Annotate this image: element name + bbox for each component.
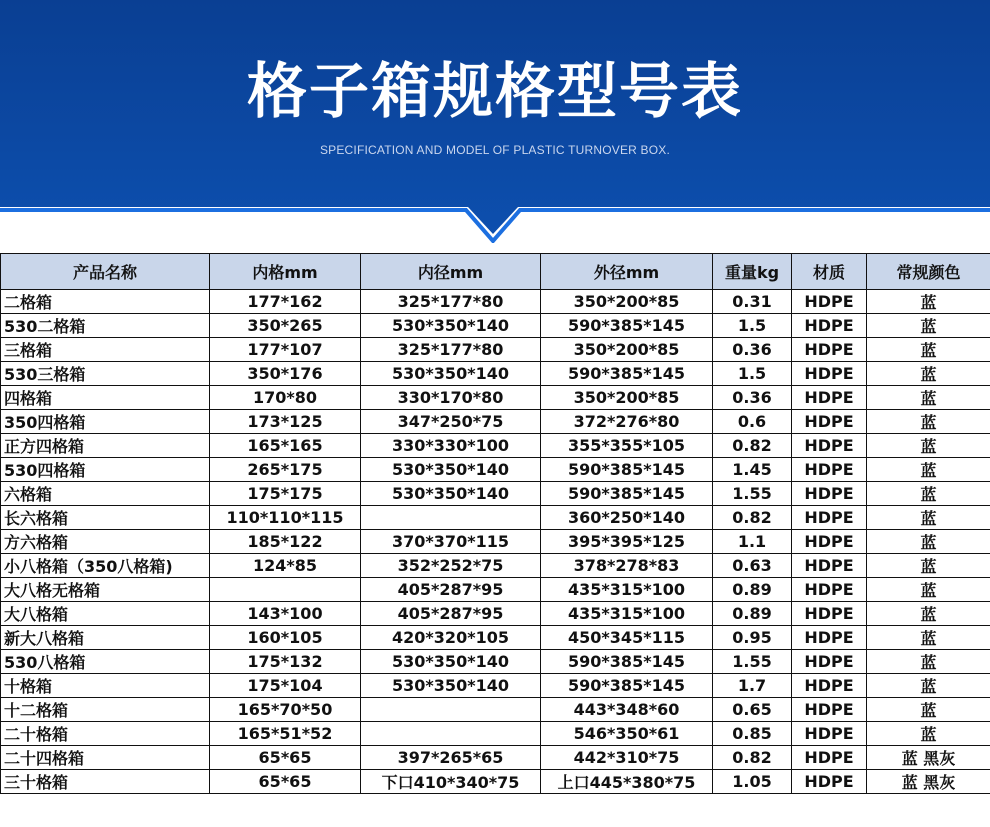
cell-inner-grid: 177*107 [210, 338, 361, 362]
cell-product-name: 正方四格箱 [1, 434, 210, 458]
table-row [1, 458, 990, 482]
cell-inner-grid: 165*51*52 [210, 722, 361, 746]
cell-color: 蓝 [867, 554, 990, 578]
cell-product-name: 350四格箱 [1, 410, 210, 434]
cell-color: 蓝 黑灰 [867, 746, 990, 770]
cell-inner-size: 347*250*75 [361, 410, 541, 434]
cell-outer-size: 546*350*61 [541, 722, 713, 746]
cell-color: 蓝 [867, 674, 990, 698]
cell-product-name: 十格箱 [1, 674, 210, 698]
cell-weight: 1.5 [713, 314, 792, 338]
cell-inner-size: 530*350*140 [361, 458, 541, 482]
column-header-outer-size: 外径mm [541, 254, 713, 290]
cell-weight: 0.31 [713, 290, 792, 314]
cell-outer-size: 435*315*100 [541, 578, 713, 602]
cell-color: 蓝 [867, 602, 990, 626]
cell-product-name: 三十格箱 [1, 770, 210, 794]
table-row [1, 626, 990, 650]
table-row [1, 578, 990, 602]
cell-inner-grid: 65*65 [210, 746, 361, 770]
cell-product-name: 三格箱 [1, 338, 210, 362]
cell-color: 蓝 [867, 338, 990, 362]
cell-material: HDPE [792, 506, 867, 530]
column-header-color: 常规颜色 [867, 254, 990, 290]
cell-outer-size: 590*385*145 [541, 650, 713, 674]
cell-weight: 0.95 [713, 626, 792, 650]
cell-product-name: 二十四格箱 [1, 746, 210, 770]
cell-product-name: 十二格箱 [1, 698, 210, 722]
cell-outer-size: 360*250*140 [541, 506, 713, 530]
cell-inner-grid: 65*65 [210, 770, 361, 794]
cell-material: HDPE [792, 770, 867, 794]
cell-product-name: 二十格箱 [1, 722, 210, 746]
cell-material: HDPE [792, 410, 867, 434]
cell-outer-size: 435*315*100 [541, 602, 713, 626]
table-row [1, 290, 990, 314]
cell-product-name: 长六格箱 [1, 506, 210, 530]
cell-weight: 1.55 [713, 650, 792, 674]
cell-inner-size: 330*330*100 [361, 434, 541, 458]
cell-inner-size: 530*350*140 [361, 314, 541, 338]
cell-material: HDPE [792, 338, 867, 362]
cell-inner-size [361, 722, 541, 746]
table-row [1, 674, 990, 698]
cell-material: HDPE [792, 290, 867, 314]
cell-inner-size: 530*350*140 [361, 650, 541, 674]
cell-outer-size: 上口445*380*75 [541, 770, 713, 794]
cell-outer-size: 442*310*75 [541, 746, 713, 770]
page-title: 格子箱规格型号表 [247, 57, 743, 127]
cell-inner-size: 下口410*340*75 [361, 770, 541, 794]
table-row [1, 650, 990, 674]
cell-weight: 0.6 [713, 410, 792, 434]
table-row [1, 314, 990, 338]
cell-product-name: 六格箱 [1, 482, 210, 506]
cell-product-name: 方六格箱 [1, 530, 210, 554]
cell-outer-size: 355*355*105 [541, 434, 713, 458]
cell-product-name: 大八格无格箱 [1, 578, 210, 602]
column-header-product-name: 产品名称 [1, 254, 210, 290]
cell-inner-size: 370*370*115 [361, 530, 541, 554]
cell-material: HDPE [792, 698, 867, 722]
cell-product-name: 530四格箱 [1, 458, 210, 482]
table-row [1, 530, 990, 554]
cell-outer-size: 590*385*145 [541, 314, 713, 338]
cell-inner-grid: 160*105 [210, 626, 361, 650]
cell-weight: 0.36 [713, 386, 792, 410]
cell-weight: 1.55 [713, 482, 792, 506]
cell-material: HDPE [792, 386, 867, 410]
cell-inner-grid: 124*85 [210, 554, 361, 578]
table-row [1, 338, 990, 362]
cell-outer-size: 350*200*85 [541, 338, 713, 362]
cell-inner-grid: 350*265 [210, 314, 361, 338]
cell-color: 蓝 [867, 458, 990, 482]
cell-inner-size: 352*252*75 [361, 554, 541, 578]
cell-inner-grid: 165*70*50 [210, 698, 361, 722]
table-row [1, 362, 990, 386]
table-header-row [1, 254, 990, 290]
cell-inner-grid: 265*175 [210, 458, 361, 482]
cell-material: HDPE [792, 434, 867, 458]
cell-weight: 0.82 [713, 506, 792, 530]
cell-color: 蓝 [867, 506, 990, 530]
cell-material: HDPE [792, 530, 867, 554]
cell-weight: 1.5 [713, 362, 792, 386]
table-row [1, 698, 990, 722]
cell-color: 蓝 [867, 722, 990, 746]
cell-weight: 0.89 [713, 578, 792, 602]
cell-weight: 0.36 [713, 338, 792, 362]
cell-inner-size: 420*320*105 [361, 626, 541, 650]
cell-inner-grid: 170*80 [210, 386, 361, 410]
cell-color: 蓝 [867, 314, 990, 338]
cell-material: HDPE [792, 626, 867, 650]
table-row [1, 770, 990, 794]
cell-material: HDPE [792, 602, 867, 626]
cell-inner-grid: 165*165 [210, 434, 361, 458]
cell-material: HDPE [792, 458, 867, 482]
cell-product-name: 小八格箱（350八格箱) [1, 554, 210, 578]
cell-product-name: 四格箱 [1, 386, 210, 410]
cell-product-name: 大八格箱 [1, 602, 210, 626]
cell-weight: 1.05 [713, 770, 792, 794]
cell-outer-size: 395*395*125 [541, 530, 713, 554]
cell-inner-grid: 175*175 [210, 482, 361, 506]
cell-outer-size: 372*276*80 [541, 410, 713, 434]
cell-inner-grid: 143*100 [210, 602, 361, 626]
cell-color: 蓝 [867, 578, 990, 602]
cell-material: HDPE [792, 578, 867, 602]
cell-weight: 0.89 [713, 602, 792, 626]
spec-table [0, 253, 990, 794]
cell-color: 蓝 [867, 434, 990, 458]
cell-color: 蓝 [867, 626, 990, 650]
table-row [1, 410, 990, 434]
table-row [1, 434, 990, 458]
cell-inner-size: 530*350*140 [361, 674, 541, 698]
cell-weight: 0.82 [713, 746, 792, 770]
column-header-material: 材质 [792, 254, 867, 290]
cell-color: 蓝 [867, 386, 990, 410]
cell-inner-size: 530*350*140 [361, 482, 541, 506]
cell-color: 蓝 黑灰 [867, 770, 990, 794]
cell-inner-size: 405*287*95 [361, 578, 541, 602]
table-row [1, 386, 990, 410]
cell-weight: 1.1 [713, 530, 792, 554]
cell-outer-size: 590*385*145 [541, 482, 713, 506]
cell-inner-grid [210, 578, 361, 602]
cell-product-name: 530八格箱 [1, 650, 210, 674]
column-header-inner-size: 内径mm [361, 254, 541, 290]
cell-product-name: 530三格箱 [1, 362, 210, 386]
cell-inner-size: 397*265*65 [361, 746, 541, 770]
cell-outer-size: 590*385*145 [541, 674, 713, 698]
cell-material: HDPE [792, 746, 867, 770]
table-row [1, 506, 990, 530]
table-row [1, 482, 990, 506]
cell-color: 蓝 [867, 530, 990, 554]
table-row [1, 602, 990, 626]
column-header-inner-grid: 内格mm [210, 254, 361, 290]
cell-product-name: 新大八格箱 [1, 626, 210, 650]
cell-inner-grid: 177*162 [210, 290, 361, 314]
cell-color: 蓝 [867, 698, 990, 722]
cell-weight: 1.7 [713, 674, 792, 698]
cell-inner-size: 325*177*80 [361, 338, 541, 362]
cell-material: HDPE [792, 722, 867, 746]
cell-outer-size: 443*348*60 [541, 698, 713, 722]
cell-inner-grid: 175*104 [210, 674, 361, 698]
table-row [1, 746, 990, 770]
cell-outer-size: 590*385*145 [541, 458, 713, 482]
table-row [1, 554, 990, 578]
cell-product-name: 530二格箱 [1, 314, 210, 338]
cell-inner-size: 405*287*95 [361, 602, 541, 626]
cell-material: HDPE [792, 554, 867, 578]
cell-color: 蓝 [867, 362, 990, 386]
cell-color: 蓝 [867, 650, 990, 674]
cell-inner-size [361, 698, 541, 722]
cell-weight: 0.65 [713, 698, 792, 722]
table-body [1, 290, 990, 794]
cell-inner-size: 325*177*80 [361, 290, 541, 314]
cell-color: 蓝 [867, 290, 990, 314]
cell-weight: 1.45 [713, 458, 792, 482]
cell-material: HDPE [792, 650, 867, 674]
cell-inner-grid: 350*176 [210, 362, 361, 386]
cell-weight: 0.63 [713, 554, 792, 578]
cell-material: HDPE [792, 314, 867, 338]
cell-product-name: 二格箱 [1, 290, 210, 314]
cell-inner-size: 330*170*80 [361, 386, 541, 410]
cell-outer-size: 450*345*115 [541, 626, 713, 650]
cell-inner-size: 530*350*140 [361, 362, 541, 386]
page-subtitle: SPECIFICATION AND MODEL OF PLASTIC TURNOVER BOX. [319, 143, 671, 157]
cell-inner-grid: 110*110*115 [210, 506, 361, 530]
table-row [1, 722, 990, 746]
cell-weight: 0.85 [713, 722, 792, 746]
header-banner [0, 0, 990, 243]
cell-material: HDPE [792, 482, 867, 506]
cell-inner-size [361, 506, 541, 530]
cell-material: HDPE [792, 674, 867, 698]
cell-outer-size: 350*200*85 [541, 386, 713, 410]
cell-material: HDPE [792, 362, 867, 386]
cell-outer-size: 378*278*83 [541, 554, 713, 578]
cell-outer-size: 590*385*145 [541, 362, 713, 386]
cell-weight: 0.82 [713, 434, 792, 458]
cell-inner-grid: 173*125 [210, 410, 361, 434]
cell-color: 蓝 [867, 410, 990, 434]
cell-inner-grid: 185*122 [210, 530, 361, 554]
column-header-weight: 重量kg [713, 254, 792, 290]
cell-color: 蓝 [867, 482, 990, 506]
cell-inner-grid: 175*132 [210, 650, 361, 674]
cell-outer-size: 350*200*85 [541, 290, 713, 314]
